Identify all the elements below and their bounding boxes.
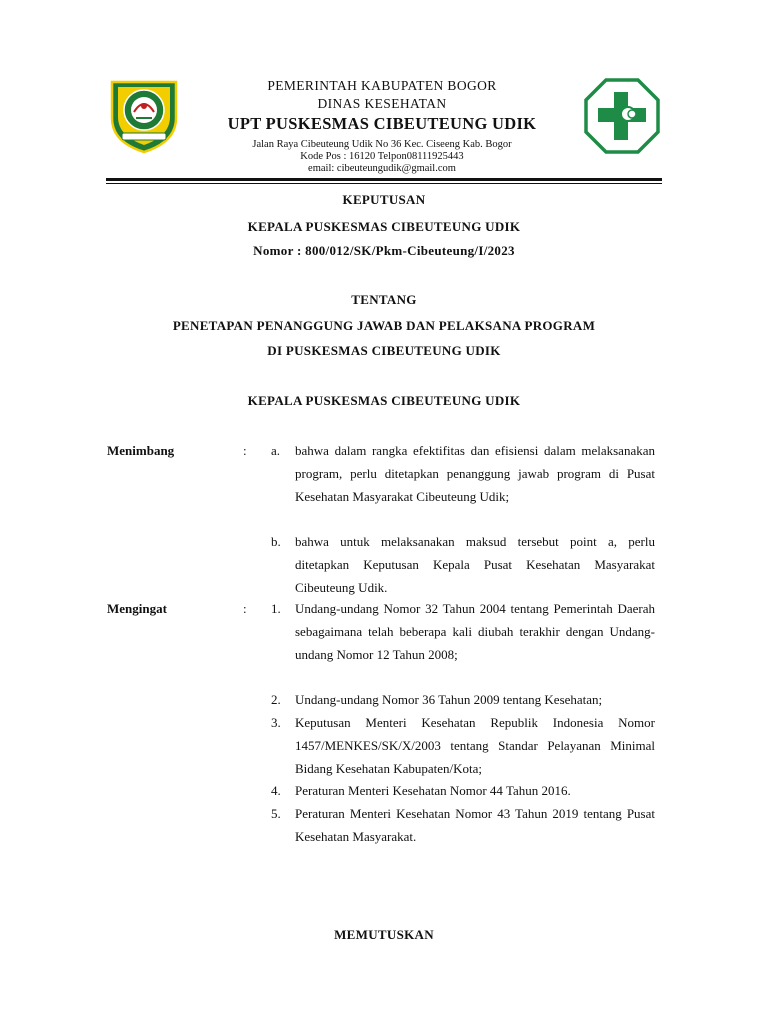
recalling-item-4 xyxy=(271,780,655,803)
department-name: DINAS KESEHATAN xyxy=(317,96,447,111)
letterhead-rule-thin xyxy=(106,183,662,184)
recalling-colon: : xyxy=(243,601,247,616)
considering-item-b xyxy=(271,531,655,599)
list-text: bahwa untuk melaksanakan maksud tersebut point a, perlu ditetapkan Keputusan Kepala Pusat Kesehatan Masyarakat Cibeuteung Udik. xyxy=(295,534,655,595)
puskesmas-cross-icon xyxy=(584,78,660,154)
decide-heading: MEMUTUSKAN xyxy=(334,927,434,942)
institution-postal-phone: Kode Pos : 16120 Telpon08111925443 xyxy=(300,151,464,162)
list-text: Peraturan Menteri Kesehatan Nomor 43 Tahun 2019 tentang Pusat Kesehatan Masyarakat. xyxy=(295,806,655,844)
list-marker: 1. xyxy=(271,601,281,616)
recalling-item-1 xyxy=(271,598,655,666)
decree-subject-line1: PENETAPAN PENANGGUNG JAWAB DAN PELAKSANA PROGRAM xyxy=(172,318,596,333)
list-marker: 4. xyxy=(271,783,281,798)
government-name: PEMERINTAH KABUPATEN BOGOR xyxy=(267,78,497,93)
list-text: bahwa dalam rangka efektifitas dan efisiensi dalam melaksanakan program, perlu ditetapkan penanggung jawab program di Pusat Kesehatan Masyarakat Cibeuteung Udik; xyxy=(295,443,655,504)
decree-issuer-repeat: KEPALA PUSKESMAS CIBEUTEUNG UDIK xyxy=(247,393,521,408)
list-text: Keputusan Menteri Kesehatan Republik Indonesia Nomor 1457/MENKES/SK/X/2003 tentang Standar Pelayanan Minimal Bidang Kesehatan Kabupaten/Kota; xyxy=(295,715,655,776)
list-marker: 3. xyxy=(271,715,281,730)
decree-issuer: KEPALA PUSKESMAS CIBEUTEUNG UDIK xyxy=(247,219,521,234)
institution-name: UPT PUSKESMAS CIBEUTEUNG UDIK xyxy=(227,114,537,133)
decree-number: Nomor : 800/012/SK/Pkm-Cibeuteung/I/2023 xyxy=(253,243,515,258)
decree-about: TENTANG xyxy=(351,292,417,307)
institution-address: Jalan Raya Cibeuteung Udik No 36 Kec. Ciseeng Kab. Bogor xyxy=(252,139,512,150)
recalling-item-3 xyxy=(271,712,655,780)
list-marker: b. xyxy=(271,534,281,549)
letterhead-rule-thick xyxy=(106,178,662,181)
list-marker: 5. xyxy=(271,806,281,821)
regency-crest-icon xyxy=(106,78,182,154)
list-marker: a. xyxy=(271,443,281,458)
list-marker: 2. xyxy=(271,692,281,707)
considering-colon: : xyxy=(243,443,247,458)
recalling-item-5 xyxy=(271,803,655,849)
considering-label: Menimbang xyxy=(107,443,175,458)
institution-email: email: cibeuteungudik@gmail.com xyxy=(308,163,456,174)
recalling-item-2 xyxy=(271,689,655,712)
considering-item-a xyxy=(271,440,655,508)
list-text: Undang-undang Nomor 32 Tahun 2004 tentang Pemerintah Daerah sebagaimana telah beberapa kali diubah terakhir dengan Undang-undang Nomor 12 Tahun 2008; xyxy=(295,601,655,662)
recalling-label: Mengingat xyxy=(107,601,167,616)
list-text: Peraturan Menteri Kesehatan Nomor 44 Tahun 2016. xyxy=(295,783,571,798)
list-text: Undang-undang Nomor 36 Tahun 2009 tentang Kesehatan; xyxy=(295,692,603,707)
decree-type: KEPUTUSAN xyxy=(342,192,426,207)
decree-subject-line2: DI PUSKESMAS CIBEUTEUNG UDIK xyxy=(267,343,501,358)
